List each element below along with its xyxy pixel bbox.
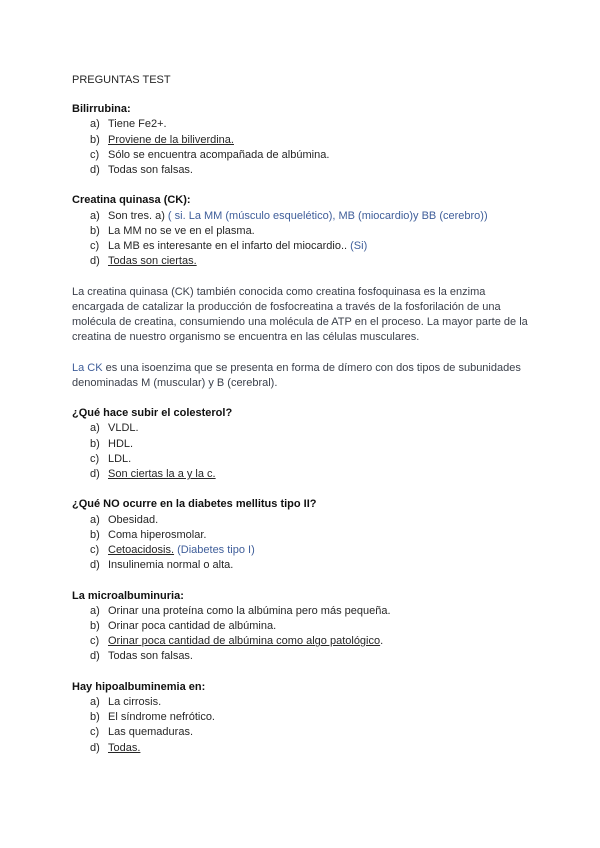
option-marker: c): [90, 726, 100, 739]
option-marker: d): [90, 468, 100, 481]
answer-option: [72, 254, 528, 269]
option-marker: b): [90, 711, 100, 724]
answer-option: [72, 558, 528, 573]
option-text: Orinar poca cantidad de albúmina como algo patológico: [108, 635, 381, 648]
option-marker: d): [90, 255, 100, 268]
answer-option: [72, 741, 528, 756]
answer-option: [72, 148, 528, 163]
answer-option: [72, 543, 528, 558]
option-note: .: [380, 635, 384, 648]
option-text: Son ciertas la a y la c.: [108, 468, 216, 481]
answer-option: [72, 634, 528, 649]
option-marker: d): [90, 164, 100, 177]
option-text: La MB es interesante en el infarto del miocardio..: [108, 240, 348, 253]
option-marker: a): [90, 513, 100, 526]
answer-option: [72, 117, 528, 132]
question-text: Hay hipoalbuminemia en:: [72, 680, 206, 693]
option-marker: c): [90, 452, 100, 465]
option-marker: a): [90, 422, 100, 435]
option-marker: d): [90, 741, 100, 754]
answer-option: [72, 725, 528, 740]
answer-option: [72, 710, 528, 725]
option-marker: c): [90, 544, 100, 557]
option-text: Insulinemia normal o alta.: [108, 559, 234, 572]
option-marker: c): [90, 240, 100, 253]
answer-option: [72, 224, 528, 239]
option-marker: b): [90, 528, 100, 541]
answer-option: [72, 513, 528, 528]
option-text: Las quemaduras.: [108, 726, 193, 739]
explanation-paragraph: [72, 361, 528, 391]
option-text: La cirrosis.: [108, 696, 162, 709]
questions: [72, 102, 528, 756]
answer-option: [72, 619, 528, 634]
answer-option: [72, 163, 528, 178]
answer-option: [72, 209, 528, 224]
option-text: LDL.: [108, 452, 132, 465]
option-marker: b): [90, 224, 100, 237]
question-block: [72, 193, 528, 269]
option-marker: a): [90, 118, 100, 131]
option-text: Proviene de la biliverdina.: [108, 133, 234, 146]
question-block: [72, 406, 528, 482]
option-text: Coma hiperosmolar.: [108, 528, 207, 541]
answer-option: [72, 695, 528, 710]
option-note: ( si. La MM (músculo esquelético), MB (miocardio)y BB (cerebro)): [167, 209, 488, 222]
question-text: ¿Qué hace subir el colesterol?: [72, 407, 233, 420]
option-marker: a): [90, 604, 100, 617]
option-text: Cetoacidosis.: [108, 544, 175, 557]
option-marker: c): [90, 148, 100, 161]
option-text: Sólo se encuentra acompañada de albúmina.: [108, 148, 330, 161]
option-text: Orinar una proteína como la albúmina pero más pequeña.: [108, 604, 391, 617]
answer-option: [72, 437, 528, 452]
option-text: Tiene Fe2+.: [108, 118, 167, 131]
explanation-paragraph: La creatina quinasa (CK) también conocida como creatina fosfoquinasa es la enzima encargada de catalizar la producción de fosfocreatina a través de la fosforilación de una molécula de creatina, consumiendo una molécula de ATP en el proceso. La mayor parte de la creatina de nuestro organismo se encuentra en las células musculares.: [72, 285, 528, 344]
option-text: Todas.: [108, 741, 141, 754]
answer-option: [72, 528, 528, 543]
option-note: (Diabetes tipo I): [177, 544, 255, 557]
option-marker: c): [90, 635, 100, 648]
question-text: ¿Qué NO ocurre en la diabetes mellitus tipo II?: [72, 498, 317, 511]
answer-option: [72, 604, 528, 619]
document-title: PREGUNTAS TEST: [72, 74, 171, 86]
answer-option: [72, 133, 528, 148]
option-marker: d): [90, 559, 100, 572]
question-text: La microalbuminuria:: [72, 589, 184, 602]
option-text: El síndrome nefrótico.: [108, 711, 215, 724]
question-text: Bilirrubina:: [72, 103, 131, 116]
option-text: VLDL.: [108, 422, 139, 435]
option-text: HDL.: [108, 437, 134, 450]
answer-option: [72, 239, 528, 254]
question-block: [72, 589, 528, 665]
option-marker: b): [90, 437, 100, 450]
option-text: Son tres. a): [108, 209, 165, 222]
option-text: Obesidad.: [108, 513, 159, 526]
question-text: Creatina quinasa (CK):: [72, 194, 191, 207]
explanation-text: es una isoenzima que se presenta en forma de dímero con dos tipos de subunidades denominadas M (muscular) y B (cerebral).: [72, 361, 521, 389]
option-text: Orinar poca cantidad de albúmina.: [108, 620, 277, 633]
answer-option: [72, 421, 528, 436]
option-note: (Si): [350, 240, 368, 253]
option-marker: d): [90, 650, 100, 663]
question-block: [72, 102, 528, 178]
question-block: [72, 680, 528, 756]
option-marker: a): [90, 696, 100, 709]
option-text: Todas son falsas.: [108, 650, 193, 663]
option-text: Todas son falsas.: [108, 164, 193, 177]
answer-option: [72, 649, 528, 664]
answer-option: [72, 452, 528, 467]
option-marker: b): [90, 620, 100, 633]
option-text: La MM no se ve en el plasma.: [108, 224, 255, 237]
option-marker: a): [90, 209, 100, 222]
answer-option: [72, 467, 528, 482]
ck-term: La CK: [72, 361, 103, 374]
option-marker: b): [90, 133, 100, 146]
option-text: Todas son ciertas.: [108, 255, 197, 268]
question-block: [72, 497, 528, 573]
